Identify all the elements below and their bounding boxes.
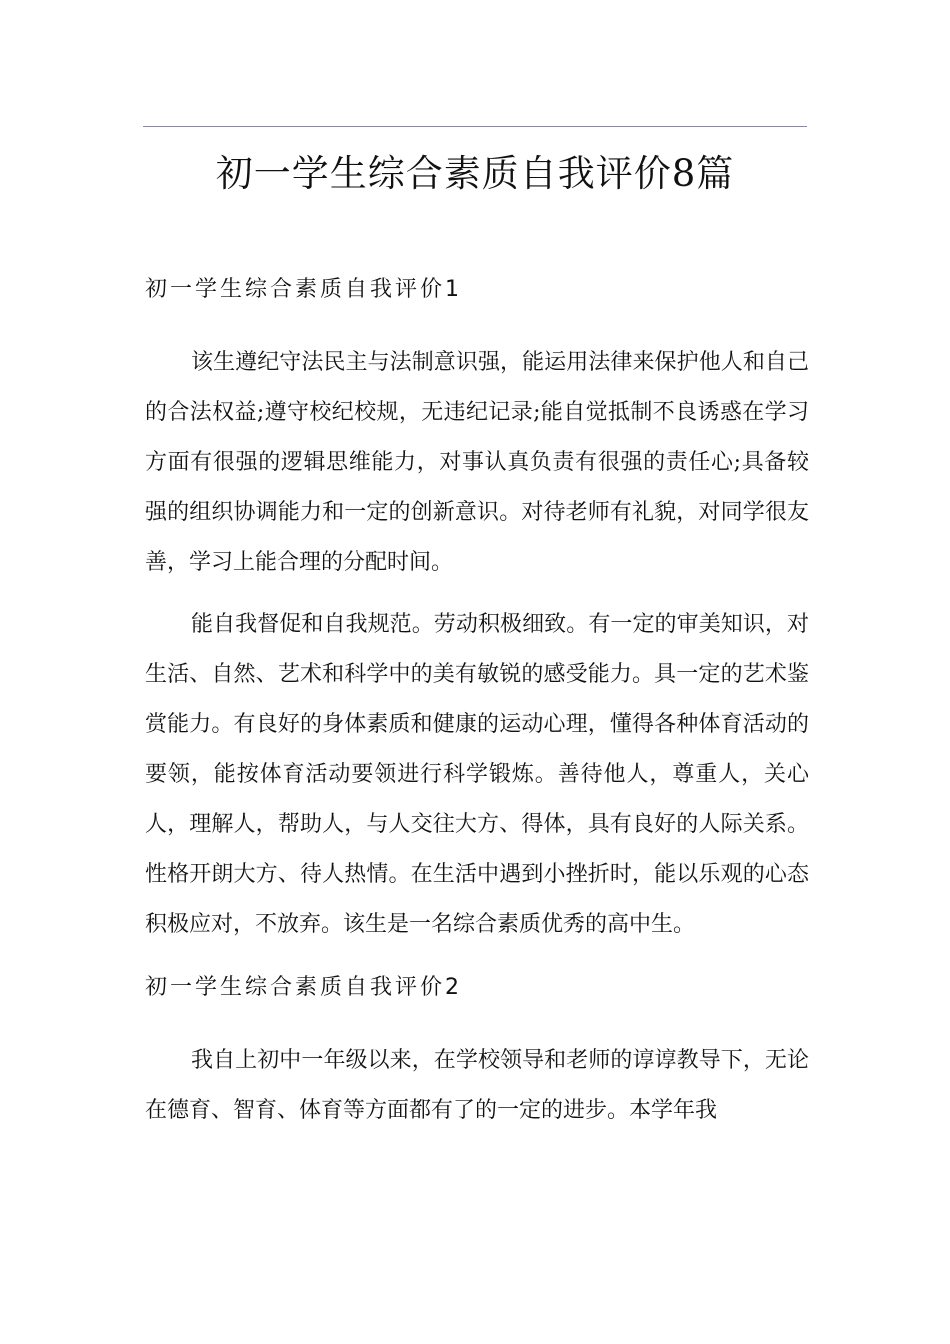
section-heading: 初一学生综合素质自我评价1 [145,277,462,302]
body-paragraph: 我自上初中一年级以来，在学校领导和老师的谆谆教导下，无论在德育、智育、体育等方面都有了的一定的进步。本学年我 [145,1048,809,1123]
body-paragraph: 能自我督促和自我规范。劳动积极细致。有一定的审美知识，对生活、自然、艺术和科学中的美有敏锐的感受能力。具一定的艺术鉴赏能力。有良好的身体素质和健康的运动心理，懂得各种体育活动的要领，能按体育活动要领进行科学锻炼。善待他人，尊重人，关心人，理解人，帮助人，与人交往大方、得体，具有良好的人际关系。性格开朗大方、待人热情。在生活中遇到小挫折时，能以乐观的心态积极应对，不放弃。该生是一名综合素质优秀的高中生。 [145,612,809,937]
section-heading: 初一学生综合素质自我评价2 [145,975,462,1000]
document-title: 初一学生综合素质自我评价8篇 [215,152,735,195]
document-body [145,270,809,1136]
header-divider [143,126,807,127]
body-paragraph: 该生遵纪守法民主与法制意识强，能运用法律来保护他人和自己的合法权益;遵守校纪校规，无违纪记录;能自觉抵制不良诱惑在学习方面有很强的逻辑思维能力，对事认真负责有很强的责任心;具备较强的组织协调能力和一定的创新意识。对待老师有礼貌，对同学很友善，学习上能合理的分配时间。 [145,350,809,575]
